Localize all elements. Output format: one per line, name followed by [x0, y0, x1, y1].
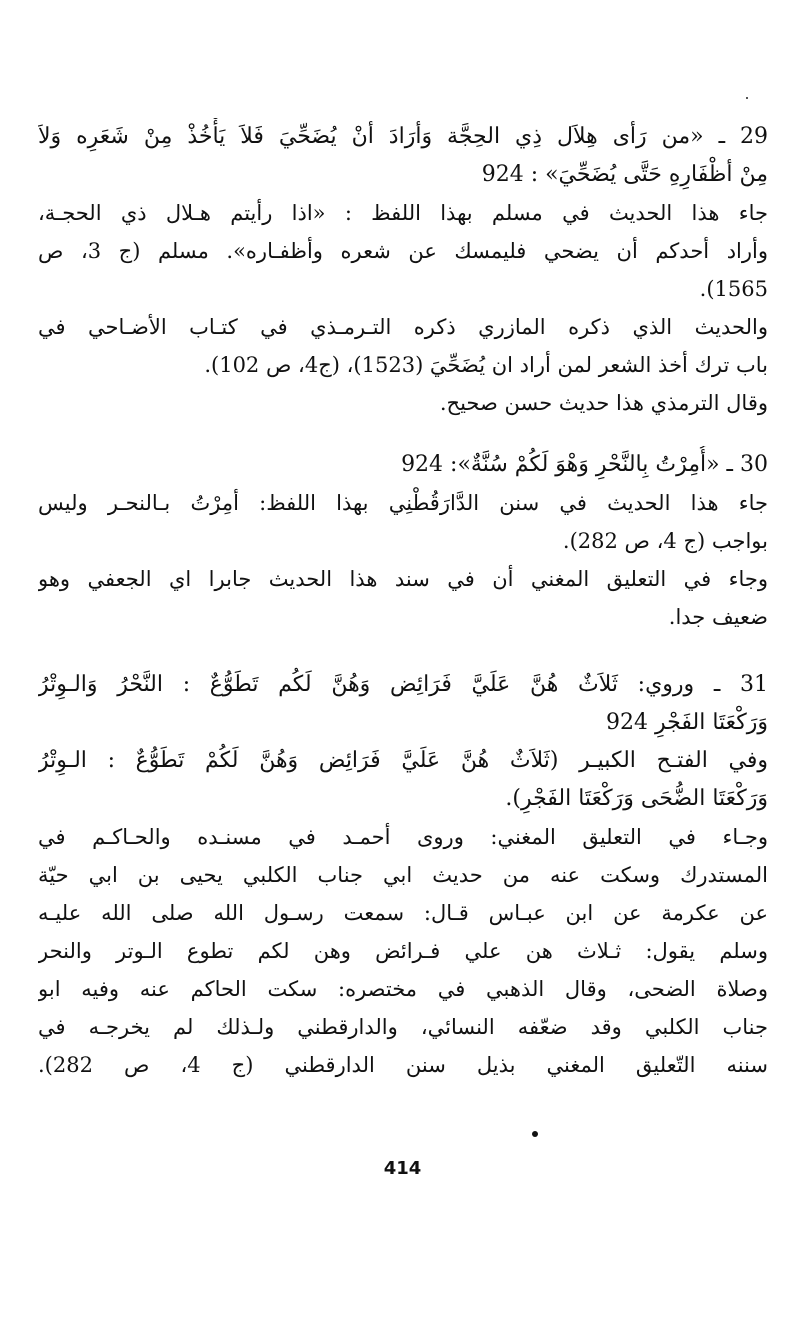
entry-31: [38, 666, 768, 1084]
entry-31-text-line-4: وَرَكْعَتَا الضُّحَى وَرَكْعَتَا الفَجْرِ).: [505, 786, 768, 811]
section-gap: [38, 422, 768, 446]
entry-29-text-line-6: والحديث الذي ذكره المازري ذكره التـرمـذي في كتـاب الأضـاحي في: [38, 315, 768, 339]
entry-29: [38, 118, 768, 422]
page-body: [38, 118, 768, 1084]
entry-31-text-line-10: جناب الكلبي وقد ضعّفه النسائي، والدارقطني ولـذلك لم يخرجـه في: [38, 1015, 768, 1039]
entry-29-hadith-line-1: 29 ـ «من رَأى هِلاَل ذِي الحِجَّة وَأرَادَ أنْ يُضَحِّيَ فَلاَ يَأْخُذْ مِنْ شَعَرِه وَلاَ: [38, 124, 768, 149]
entry-31-text-line-8: وسلم يقول: ثـلاث هن علي فـرائض وهن لكم تطوع الـوتر والنحر: [38, 939, 768, 963]
entry-31-hadith-line-1: 31 ـ وروي: ثَلاَثٌ هُنَّ عَلَيَّ فَرَائِض وَهُنَّ لَكُم تَطَوُّعٌ : النَّحْرُ وَالـوِتْرُ: [38, 672, 768, 697]
entry-29-text-line-5: 1565).: [699, 277, 768, 301]
entry-29-hadith-line-2: مِنْ أظْفَارِهِ حَتَّى يُضَحِّيَ» : 924: [481, 162, 768, 187]
entry-31-text-line-6: المستدرك وسكت عنه من حديث ابي جناب الكلبي يحيى بن ابي حيّة: [38, 863, 768, 887]
section-gap: [38, 636, 768, 666]
entry-30-text-line-3: بواجب (ج 4، ص 282).: [562, 529, 768, 553]
entry-31-text-line-5: وجـاء في التعليق المغني: وروى أحمـد في مسنـده والحـاكـم في: [38, 825, 768, 849]
scan-speck: [746, 97, 748, 99]
entry-31-text-line-11: سننه التّعليق المغني بذيل سنن الدارقطني (ج 4، ص 282).: [38, 1053, 768, 1077]
entry-30: [38, 446, 768, 636]
entry-31-text-line-3: وفي الفتـح الكبيـر (ثَلاَثٌ هُنَّ عَلَيَّ فَرَائِض وَهُنَّ لَكُمْ تَطَوُّعٌ : الـوِتْرُ: [38, 748, 768, 773]
entry-31-hadith-line-2: وَرَكْعَتَا الفَجْرِ 924: [606, 710, 768, 735]
entry-29-text-line-3: جاء هذا الحديث في مسلم بهذا اللفظ : «اذا رأيتم هـلال ذي الحجـة،: [38, 201, 768, 225]
entry-30-text-line-5: ضعيف جدا.: [668, 605, 768, 629]
entry-31-text-line-7: عن عكرمة عن ابن عبـاس قـال: سمعت رسـول الله صلى الله عليـه: [38, 901, 768, 925]
entry-30-text-line-4: وجاء في التعليق المغني أن في سند هذا الحديث جابرا اي الجعفي وهو: [38, 567, 768, 591]
entry-30-hadith-line-1: 30 ـ «أُمِرْتُ بِالنَّحْرِ وَهْوَ لَكُمْ سُنَّةٌ»: 924: [401, 452, 768, 477]
page-number: 414: [383, 1158, 422, 1179]
ornament-dot: [532, 1131, 538, 1137]
entry-29-text-line-7: باب ترك أخذ الشعر لمن أراد ان يُضَحِّيَ (1523)، (ج4، ص 102).: [204, 353, 768, 377]
entry-31-text-line-9: وصلاة الضحى، وقال الذهبي في مختصره: سكت الحاكم عنه وفيه ابو: [38, 977, 768, 1001]
entry-29-text-line-8: وقال الترمذي هذا حديث حسن صحيح.: [439, 391, 768, 415]
entry-30-text-line-2: جاء هذا الحديث في سنن الدَّارَقُطْنِي بهذا اللفظ: أمِرْتُ بـالنحـر وليس: [38, 491, 768, 515]
entry-29-text-line-4: وأراد أحدكم أن يضحي فليمسك عن شعره وأظفـاره». مسلم (ج 3، ص: [38, 239, 768, 263]
